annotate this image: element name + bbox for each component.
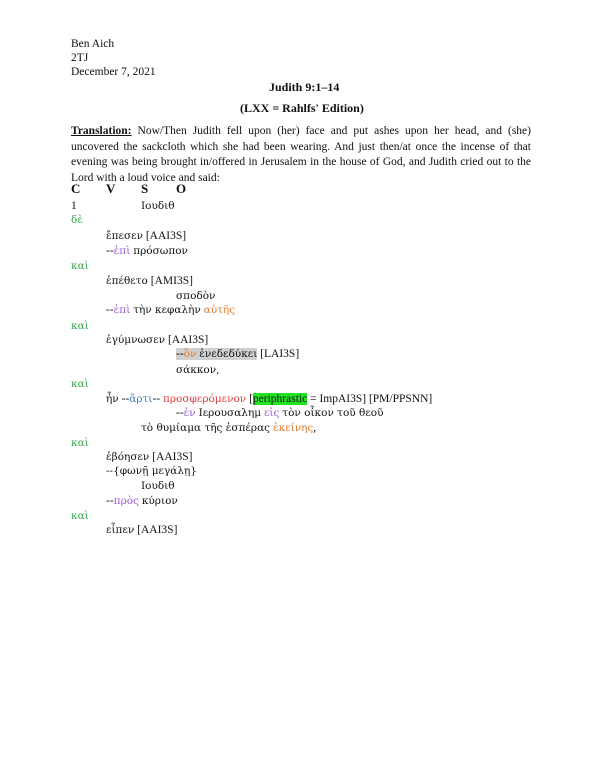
verb-line [106, 523, 177, 537]
conjunction: καὶ [71, 260, 89, 272]
verb-line [106, 274, 193, 288]
periphrastic-highlight: periphrastic [252, 393, 308, 405]
translation-paragraph [71, 124, 531, 186]
verb: ἐπέθετο [106, 275, 148, 287]
object: σποδὸν [176, 290, 216, 302]
parse-tag: [AAI3S] [137, 524, 178, 536]
subject-judith: Ιουδιθ [141, 200, 175, 212]
parse-tag: [AAI3S] [167, 334, 209, 346]
verb: εἶπεν [106, 524, 135, 536]
translation-label: Translation: [71, 125, 132, 137]
demonstrative: ἐκείνης [272, 422, 314, 434]
parse-tag: = ImpAI3S] [310, 393, 367, 405]
parse-tag: [PM/PPSNN] [368, 393, 433, 405]
verb: ἔπεσεν [106, 230, 143, 242]
preposition: ἐν [183, 407, 196, 419]
dash: -- [106, 495, 114, 507]
relative-clause [176, 347, 299, 361]
parse-tag: [AMI3S] [150, 275, 193, 287]
verb-line [106, 229, 186, 243]
location: Ιερουσαλημ [198, 407, 262, 419]
page-title: Judith 9:1–14 [269, 80, 340, 94]
dative-phrase: --{φωνῇ μεγάλῃ} [106, 465, 197, 477]
verb: ἐβόησεν [106, 451, 150, 463]
page-subtitle: (LXX = Rahlfs' Edition) [240, 101, 364, 115]
dash: -- [106, 245, 114, 257]
subject-line [141, 421, 316, 435]
date: December 7, 2021 [71, 66, 156, 78]
dash: -- [176, 407, 184, 419]
prep-phrase [106, 303, 235, 317]
preposition: πρὸς [113, 495, 139, 507]
prep-phrase [106, 494, 178, 508]
subject-judith: Ιουδιθ [141, 480, 175, 492]
column-o: O [176, 181, 187, 196]
verb: ἐγύμνωσεν [106, 334, 166, 346]
dash: -- [121, 393, 130, 405]
verb: ἦν [106, 393, 119, 405]
dash: -- [176, 348, 184, 360]
column-c: C [71, 181, 81, 196]
conjunction: καὶ [71, 320, 89, 332]
prep-object: κύριον [141, 495, 178, 507]
prep-object: τὸν οἶκον τοῦ θεοῦ [282, 407, 384, 419]
relative-clause-highlight [176, 348, 257, 360]
prep-object: πρόσωπον [133, 245, 188, 257]
verb: ἐνεδεδύκει [199, 348, 258, 360]
course-code: 2TJ [71, 52, 89, 64]
preposition: ἐπὶ [113, 304, 131, 316]
relative-pronoun: ὃν [183, 348, 197, 360]
conjunction: καὶ [71, 510, 89, 522]
prep-object: τὴν κεφαλὴν [133, 304, 201, 316]
column-s: S [141, 181, 149, 196]
pronoun: αὐτῆς [203, 304, 236, 316]
conjunction: καὶ [71, 378, 89, 390]
parse-tag: [AAI3S] [145, 230, 187, 242]
periphrastic-line: ἦν --ἄρτι-- προσφερόμενον [periphrastic = ImpAI3S] [PM/PPSNN] [106, 393, 433, 405]
conjunction: καὶ [71, 437, 89, 449]
prep-phrase [106, 244, 188, 258]
verb-line [106, 450, 192, 464]
adverb: ἄρτι [129, 393, 153, 405]
preposition: ἐπὶ [113, 245, 131, 257]
comma: , [313, 422, 317, 434]
participle: προσφερόμενον [162, 393, 247, 405]
dash: -- [152, 393, 161, 405]
preposition: εἰς [263, 407, 280, 419]
object: σάκκον, [176, 364, 220, 376]
conjunction: δὲ [71, 214, 83, 226]
dash: -- [106, 304, 114, 316]
parse-tag: [LAI3S] [260, 348, 300, 360]
translation-text: Now/Then Judith fell upon (her) face and put ashes upon her head, and (she) uncovered the sackcloth which she had been wearing. And just then/at once the incense of that evening was being brought in/offered in Jerusalem in the house of God, and Judith cried out to the Lord with a loud voice and said: [71, 125, 531, 184]
verse-number: 1 [71, 200, 77, 212]
author-name: Ben Aich [71, 38, 115, 50]
parse-tag: [AAI3S] [152, 451, 193, 463]
verb-line [106, 333, 208, 347]
prep-phrase [176, 406, 383, 420]
column-v: V [106, 181, 116, 196]
subject: τὸ θυμίαμα τῆς ἑσπέρας [141, 422, 271, 434]
